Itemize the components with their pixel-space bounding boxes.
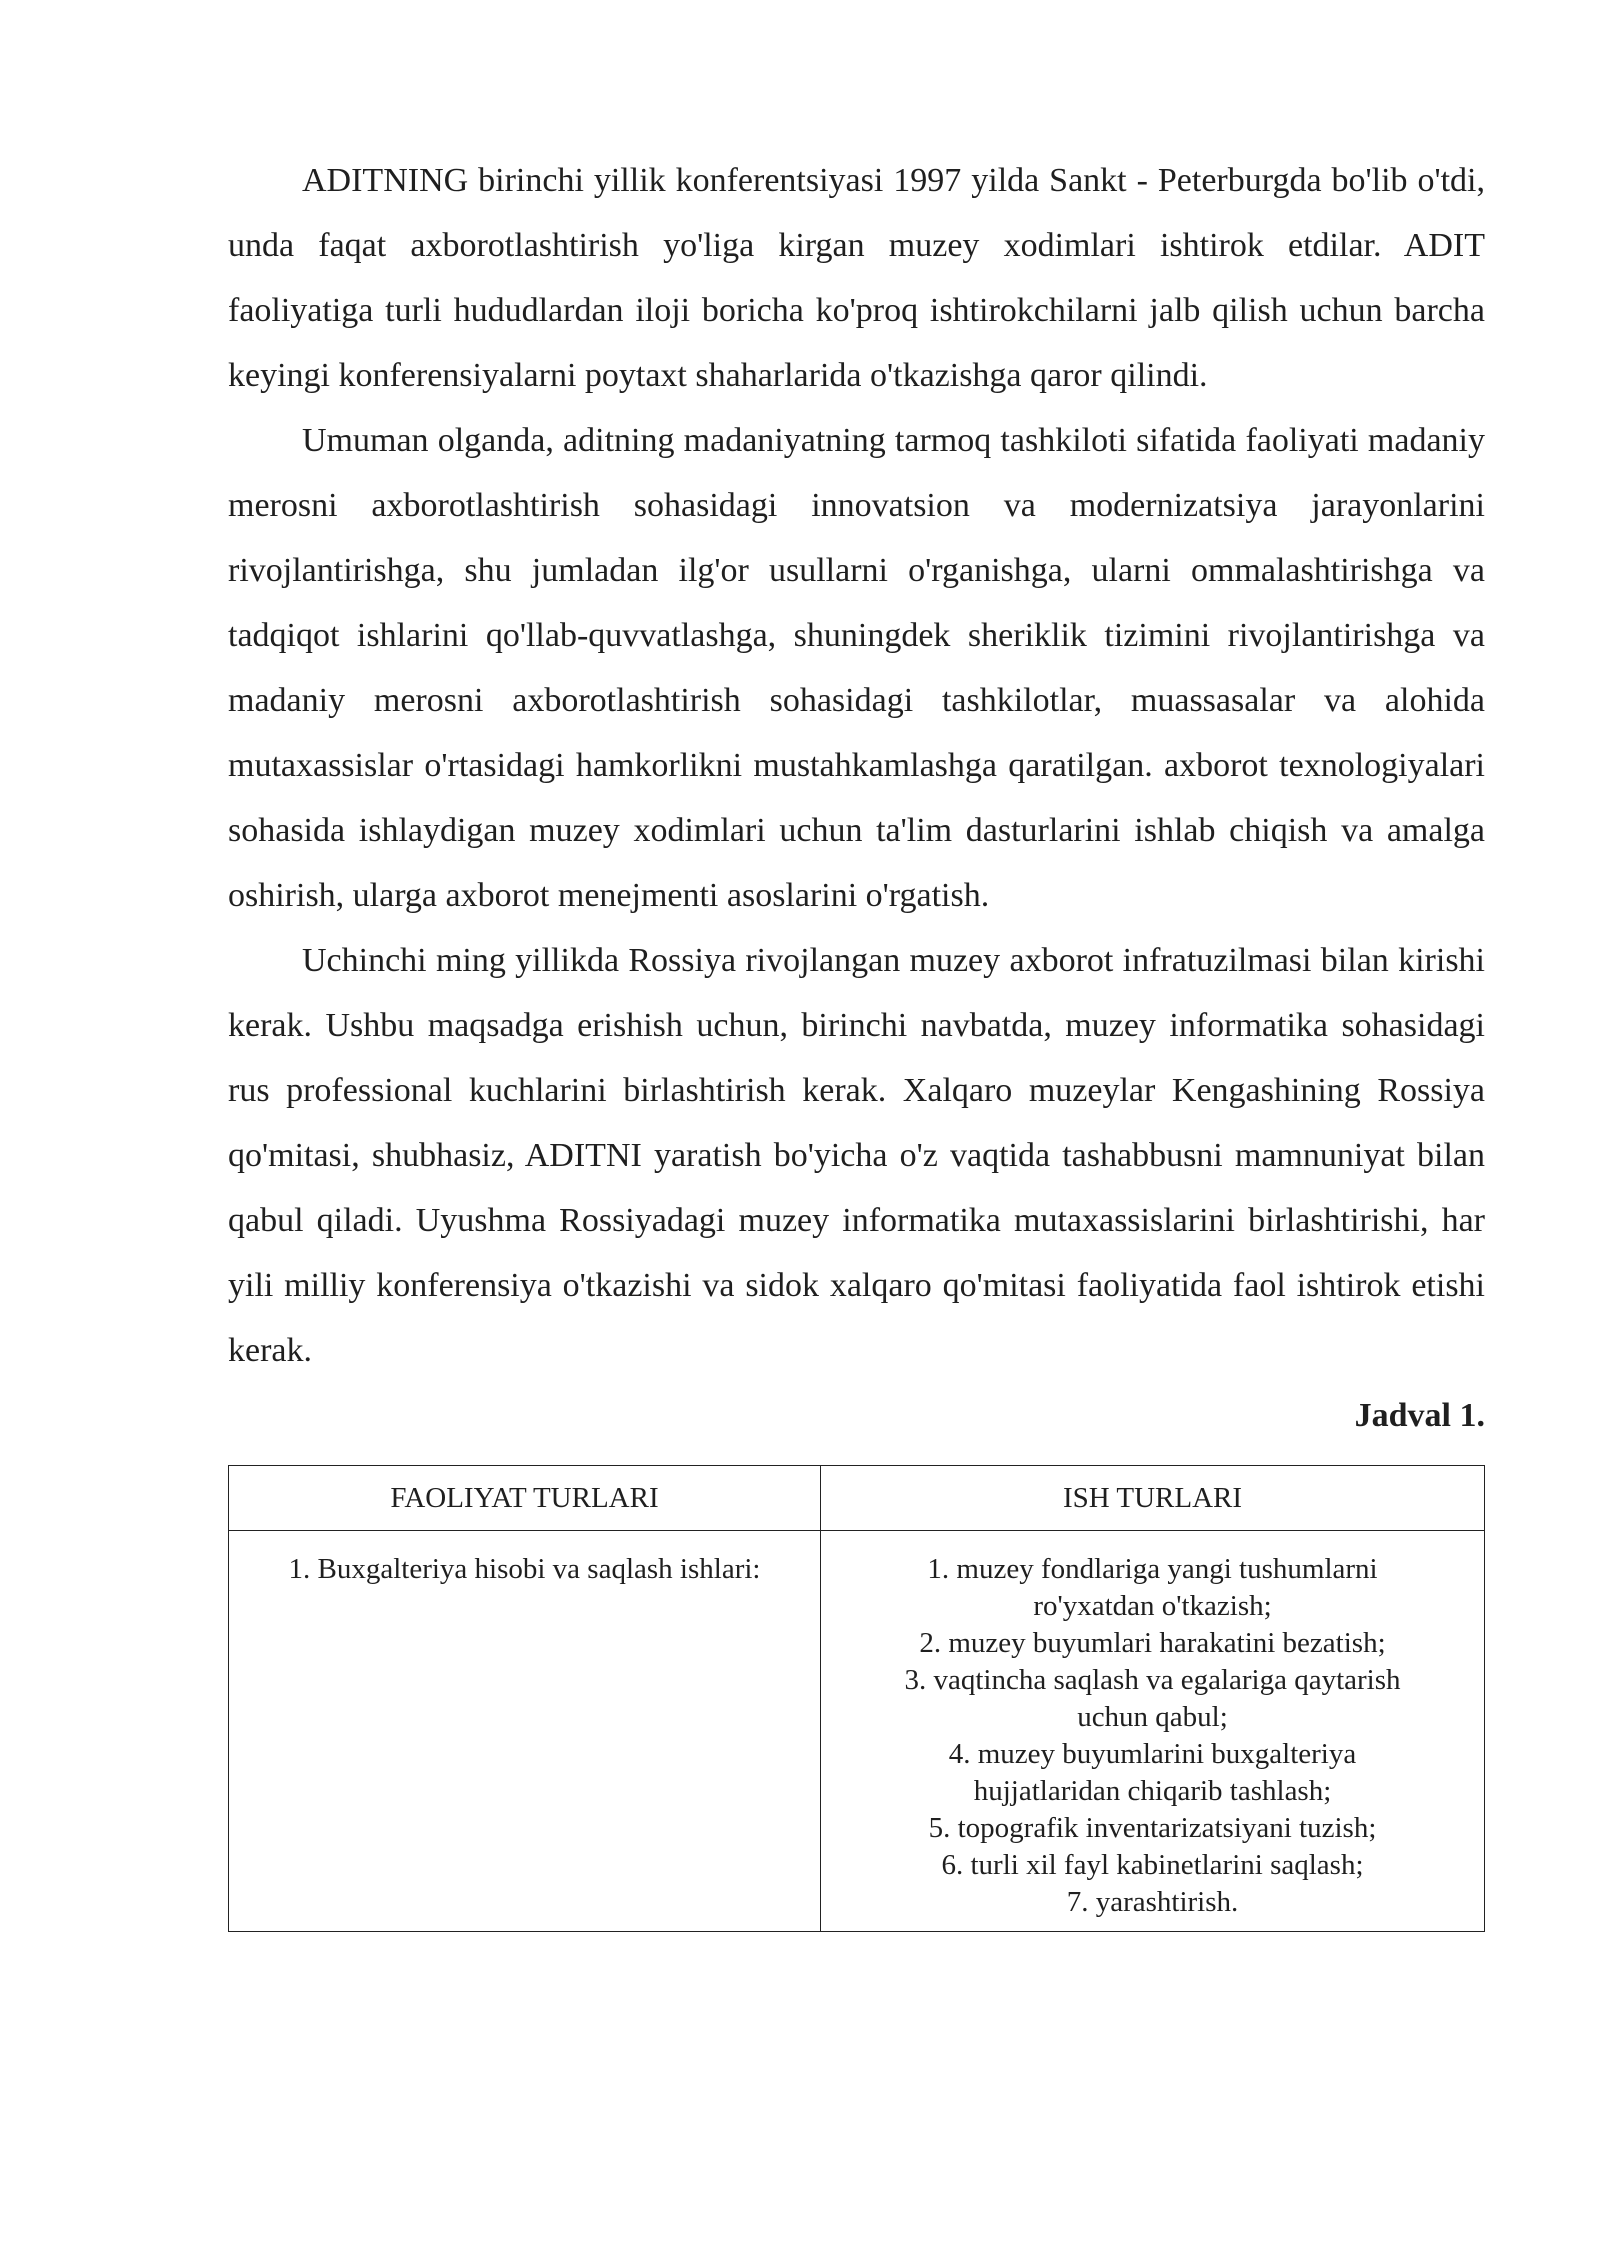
paragraph-1: ADITNING birinchi yillik konferentsiyasi 1997 yilda Sankt - Peterburgda bo'lib o'tdi, unda faqat axborotlashtirish yo'liga kirgan muzey xodimlari ishtirok etdilar. ADIT faoliyatiga turli hududlardan iloji boricha ko'proq ishtirokchilarni jalb qilish uchun barcha keyingi konferensiyalarni poytaxt shaharlarida o'tkazishga qaror qilindi. [228,162,1485,394]
document-page [228,148,1485,1932]
work-item: 1. muzey fondlariga yangi tushumlarni ro'yxatdan o'tkazish; [927,1553,1378,1622]
table-row [229,1531,1485,1932]
work-item: 4. muzey buyumlarini buxgalteriya hujjatlaridan chiqarib tashlash; [948,1738,1357,1807]
work-list [835,1551,1470,1921]
header-work-types: ISH TURLARI [821,1466,1485,1531]
work-item: 2. muzey buyumlari harakatini bezatish; [919,1627,1386,1659]
header-activity-types: FAOLIYAT TURLARI [229,1466,821,1531]
work-item: 3. vaqtincha saqlash va egalariga qaytarish uchun qabul; [904,1664,1401,1733]
work-item: 6. turli xil fayl kabinetlarini saqlash; [941,1849,1364,1881]
activity-cell: 1. Buxgalteriya hisobi va saqlash ishlari: [229,1531,821,1932]
works-cell [821,1531,1485,1932]
work-item: 7. yarashtirish. [1066,1886,1239,1918]
table-header-row [229,1466,1485,1531]
paragraph-2: Umuman olganda, aditning madaniyatning tarmoq tashkiloti sifatida faoliyati madaniy merosni axborotlashtirish sohasidagi innovatsion va modernizatsiya jarayonlarini rivojlantirishga, shu jumladan ilg'or usullarni o'rganishga, ularni ommalashtirishga va tadqiqot ishlarini qo'llab-quvvatlashga, shuningdek sheriklik tizimini rivojlantirishga va madaniy merosni axborotlashtirish sohasidagi tashkilotlar, muassasalar va alohida mutaxassislar o'rtasidagi hamkorlikni mustahkamlashga qaratilgan. axborot texnologiyalari sohasida ishlaydigan muzey xodimlari uchun ta'lim dasturlarini ishlab chiqish va amalga oshirish, ularga axborot menejmenti asoslarini o'rgatish. [228,422,1485,914]
activities-table [228,1465,1485,1932]
work-item: 5. topografik inventarizatsiyani tuzish; [928,1812,1377,1844]
table-caption: Jadval 1. [1354,1397,1485,1434]
paragraph-3: Uchinchi ming yillikda Rossiya rivojlangan muzey axborot infratuzilmasi bilan kirishi kerak. Ushbu maqsadga erishish uchun, birinchi navbatda, muzey informatika sohasidagi rus professional kuchlarini birlashtirish kerak. Xalqaro muzeylar Kengashining Rossiya qo'mitasi, shubhasiz, ADITNI yaratish bo'yicha o'z vaqtida tashabbusni mamnuniyat bilan qabul qiladi. Uyushma Rossiyadagi muzey informatika mutaxassislarini birlashtirishi, har yili milliy konferensiya o'tkazishi va sidok xalqaro qo'mitasi faoliyatida faol ishtirok etishi kerak. [228,942,1485,1369]
